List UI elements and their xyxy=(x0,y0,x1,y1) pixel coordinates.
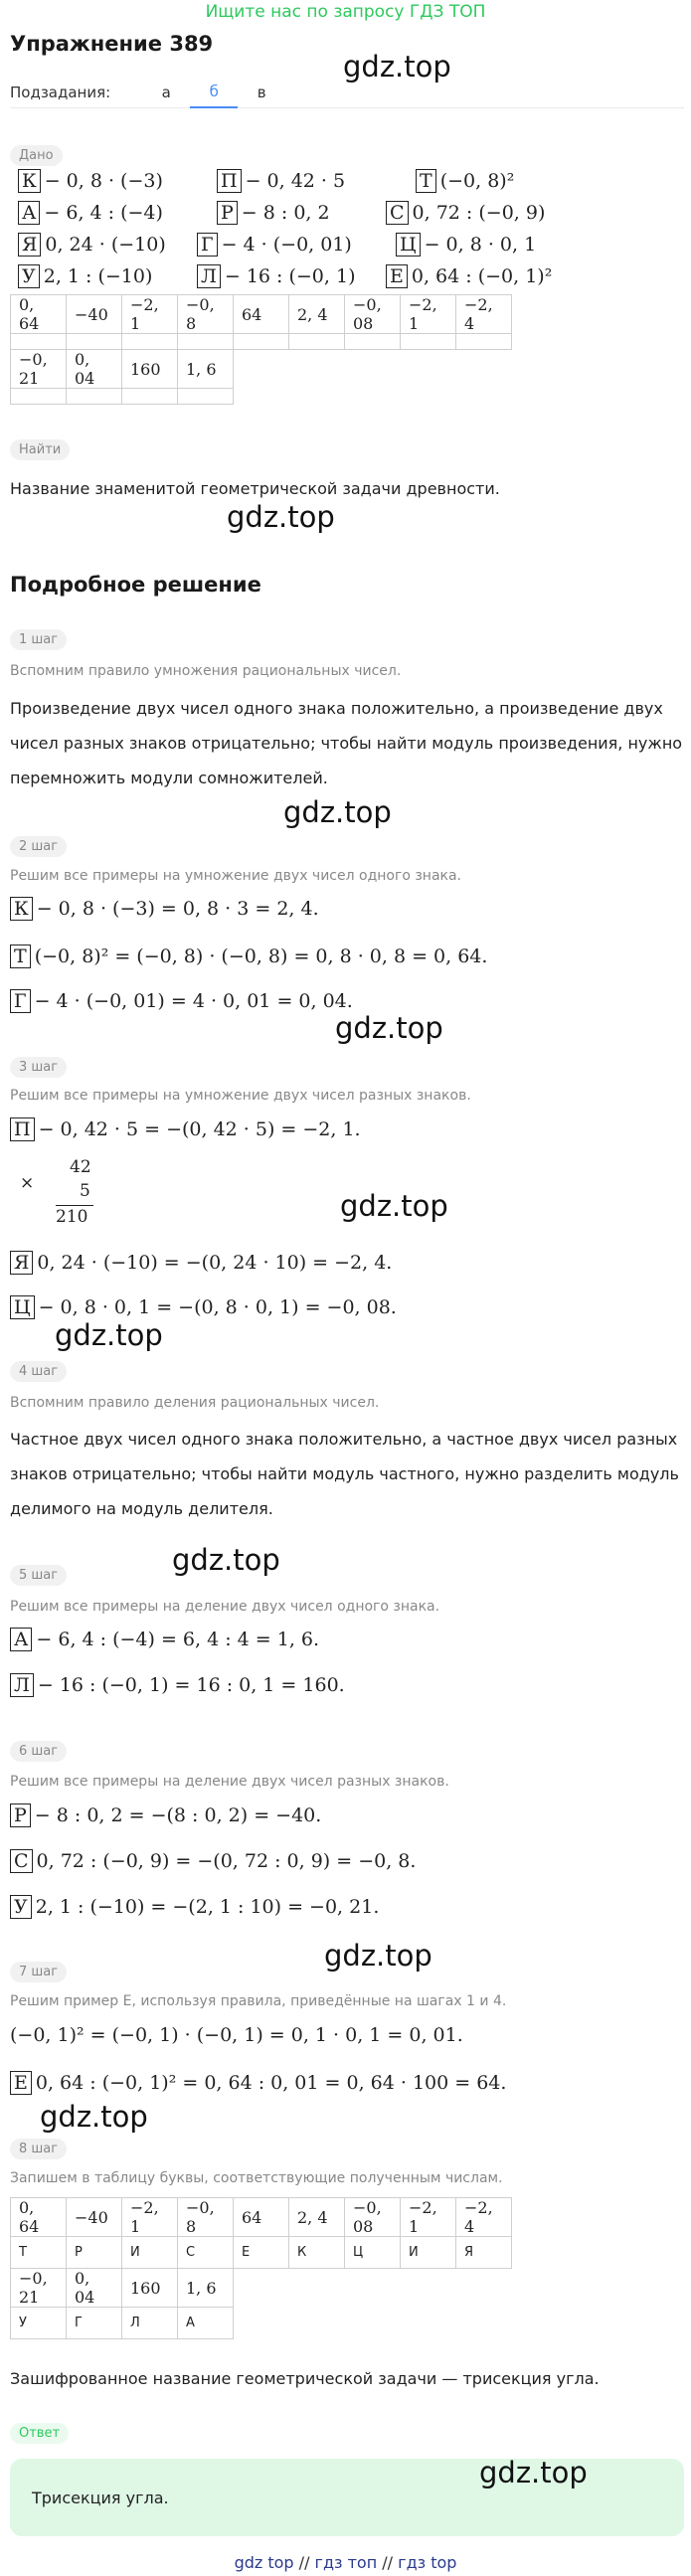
find-pill: Найти xyxy=(10,439,70,460)
letter-cell: Г xyxy=(67,2308,122,2339)
footer-link[interactable]: гдз топ xyxy=(314,2553,378,2572)
watermark: gdz.top xyxy=(479,2456,588,2490)
letter-cell: Р xyxy=(67,2237,122,2269)
equation: Я 0, 24 · (−10) = −(0, 24 · 10) = −2, 4. xyxy=(10,1251,392,1275)
letter-cell: Л xyxy=(122,2308,178,2339)
given-pill: Дано xyxy=(10,145,63,166)
step-pill: 6 шаг xyxy=(10,1741,67,1762)
equation: П − 0, 42 · 5 = −(0, 42 · 5) = −2, 1. xyxy=(10,1117,361,1141)
step-pill: 2 шаг xyxy=(10,836,67,857)
given-item: К − 0, 8 · (−3) xyxy=(18,169,163,193)
table-cell: −0, 8 xyxy=(178,295,234,334)
table-cell: 160 xyxy=(122,350,178,389)
step-pill: 7 шаг xyxy=(10,1962,67,1982)
table-cell: 0, 64 xyxy=(11,2198,67,2237)
step-hint: Решим все примеры на умножение двух чисел одного знака. xyxy=(10,868,462,884)
watermark: gdz.top xyxy=(324,1939,432,1973)
letter-cell: И xyxy=(122,2237,178,2269)
page-title: Упражнение 389 xyxy=(10,32,214,56)
subtasks-label: Подзадания: xyxy=(10,84,111,101)
watermark: gdz.top xyxy=(55,1318,163,1352)
step-hint: Решим пример Е, используя правила, приведённые на шагах 1 и 4. xyxy=(10,1993,507,2009)
equation: Л − 16 : (−0, 1) = 16 : 0, 1 = 160. xyxy=(10,1673,345,1697)
letter-cell: Т xyxy=(11,2237,67,2269)
step-hint: Решим все примеры на деление двух чисел одного знака. xyxy=(10,1599,440,1615)
conclusion-text: Зашифрованное название геометрической задачи — трисекция угла. xyxy=(10,2369,600,2388)
tab-a[interactable]: а xyxy=(161,84,171,101)
step-pill: 5 шаг xyxy=(10,1565,67,1586)
table-cell: −2, 1 xyxy=(401,2198,456,2237)
table-cell: 0, 04 xyxy=(67,2269,122,2308)
given-item: Л − 16 : (−0, 1) xyxy=(197,264,355,288)
table-cell: −40 xyxy=(67,295,122,334)
footer-links xyxy=(0,2553,691,2572)
given-item: Т (−0, 8)² xyxy=(416,169,514,193)
watermark: gdz.top xyxy=(340,1189,448,1223)
watermark: gdz.top xyxy=(172,1543,280,1577)
equation: А − 6, 4 : (−4) = 6, 4 : 4 = 1, 6. xyxy=(10,1628,319,1651)
table-cell: −2, 4 xyxy=(456,2198,512,2237)
step-hint: Решим все примеры на умножение двух чисел разных знаков. xyxy=(10,1088,471,1104)
equation: Р − 8 : 0, 2 = −(8 : 0, 2) = −40. xyxy=(10,1803,321,1827)
table-cell: −2, 1 xyxy=(401,295,456,334)
given-item: Р − 8 : 0, 2 xyxy=(217,201,330,225)
search-banner: Ищите нас по запросу ГДЗ ТОП xyxy=(205,2,486,22)
step-text: Произведение двух чисел одного знака положительно, а произведение двух чисел разных знаков отрицательно; чтобы найти модуль произведения, нужно перемножить модули сомножителей. xyxy=(10,699,683,787)
given-item: Г − 4 · (−0, 01) xyxy=(197,233,352,257)
table-cell: 64 xyxy=(234,2198,289,2237)
equation: Г − 4 · (−0, 01) = 4 · 0, 01 = 0, 04. xyxy=(10,989,353,1013)
letter-cell: К xyxy=(289,2237,345,2269)
table-cell: −0, 8 xyxy=(178,2198,234,2237)
letter-cell: А xyxy=(178,2308,234,2339)
table-cell: 0, 64 xyxy=(11,295,67,334)
answer-pill: Ответ xyxy=(10,2423,69,2444)
answer-text: Трисекция угла. xyxy=(32,2489,169,2507)
table-cell: −0, 08 xyxy=(345,2198,401,2237)
footer-separator: // xyxy=(382,2553,394,2572)
given-item: П − 0, 42 · 5 xyxy=(217,169,345,193)
find-text: Название знаменитой геометрической задачи древности. xyxy=(10,479,500,498)
table-cell: −40 xyxy=(67,2198,122,2237)
letter-cell: У xyxy=(11,2308,67,2339)
watermark: gdz.top xyxy=(40,2100,148,2134)
equation: Т (−0, 8)² = (−0, 8) · (−0, 8) = 0, 8 · 0, 8 = 0, 64. xyxy=(10,945,487,968)
solution-heading: Подробное решение xyxy=(10,573,261,597)
step-text: Частное двух чисел одного знака положительно, а частное двух чисел разных знаков отрицательно; чтобы найти модуль частного, нужно разделить модуль делимого на модуль делителя. xyxy=(10,1430,679,1518)
equation: Е 0, 64 : (−0, 1)² = 0, 64 : 0, 01 = 0, 64 · 100 = 64. xyxy=(10,2071,506,2095)
equation: С 0, 72 : (−0, 9) = −(0, 72 : 0, 9) = −0, 8. xyxy=(10,1849,416,1873)
table-cell: −2, 1 xyxy=(122,295,178,334)
watermark: gdz.top xyxy=(335,1011,443,1045)
step-hint: Вспомним правило умножения рациональных чисел. xyxy=(10,663,402,679)
watermark: gdz.top xyxy=(283,795,392,829)
letter-cell: Я xyxy=(456,2237,512,2269)
step-hint: Вспомним правило деления рациональных чисел. xyxy=(10,1395,380,1411)
table-cell: 0, 04 xyxy=(67,350,122,389)
table-cell: −0, 21 xyxy=(11,2269,67,2308)
letter-cell: С xyxy=(178,2237,234,2269)
tab-v[interactable]: в xyxy=(257,84,266,101)
letter-cell: Ц xyxy=(345,2237,401,2269)
answer-table xyxy=(10,2197,512,2339)
equation: Ц − 0, 8 · 0, 1 = −(0, 8 · 0, 1) = −0, 08. xyxy=(10,1295,397,1319)
given-item: Е 0, 64 : (−0, 1)² xyxy=(386,264,552,288)
tab-b[interactable]: б xyxy=(190,77,238,108)
step-pill: 4 шаг xyxy=(10,1361,67,1382)
step-hint: Решим все примеры на деление двух чисел разных знаков. xyxy=(10,1774,449,1790)
equation: (−0, 1)² = (−0, 1) · (−0, 1) = 0, 1 · 0, 1 = 0, 01. xyxy=(10,2024,463,2046)
table-cell: −2, 4 xyxy=(456,295,512,334)
table-cell: 64 xyxy=(234,295,289,334)
given-item: Я 0, 24 · (−10) xyxy=(18,233,166,257)
table-cell: 160 xyxy=(122,2269,178,2308)
table-cell: 2, 4 xyxy=(289,295,345,334)
letter-cell: И xyxy=(401,2237,456,2269)
table-cell: −2, 1 xyxy=(122,2198,178,2237)
watermark: gdz.top xyxy=(227,500,335,534)
given-item: У 2, 1 : (−10) xyxy=(18,264,152,288)
table-cell: 2, 4 xyxy=(289,2198,345,2237)
step-pill: 3 шаг xyxy=(10,1057,67,1078)
given-table xyxy=(10,294,512,405)
given-item: С 0, 72 : (−0, 9) xyxy=(386,201,545,225)
letter-cell: Е xyxy=(234,2237,289,2269)
table-cell: −0, 21 xyxy=(11,350,67,389)
equation: У 2, 1 : (−10) = −(2, 1 : 10) = −0, 21. xyxy=(10,1895,379,1919)
step-pill: 1 шаг xyxy=(10,629,67,650)
footer-link[interactable]: гдз top xyxy=(398,2553,457,2572)
step-pill: 8 шаг xyxy=(10,2139,67,2159)
equation: К − 0, 8 · (−3) = 0, 8 · 3 = 2, 4. xyxy=(10,897,319,921)
given-item: А − 6, 4 : (−4) xyxy=(18,201,163,225)
given-item: Ц − 0, 8 · 0, 1 xyxy=(396,233,536,257)
table-cell: 1, 6 xyxy=(178,2269,234,2308)
watermark: gdz.top xyxy=(343,50,451,84)
footer-separator: // xyxy=(298,2553,310,2572)
step-hint: Запишем в таблицу буквы, соответствующие полученным числам. xyxy=(10,2170,503,2186)
footer-link[interactable]: gdz top xyxy=(234,2553,294,2572)
table-cell: 1, 6 xyxy=(178,350,234,389)
table-cell: −0, 08 xyxy=(345,295,401,334)
